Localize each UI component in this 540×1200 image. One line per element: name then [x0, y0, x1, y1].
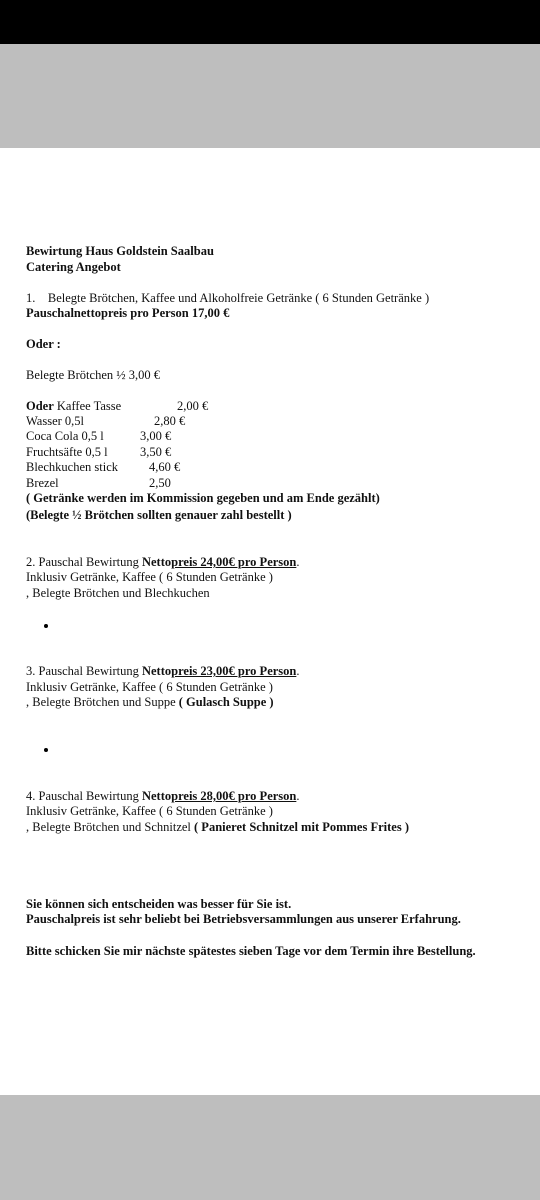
offer-2-price: preis 24,00€ pro Person	[171, 555, 297, 569]
note-rolls: (Belegte ½ Brötchen sollten genauer zahl bestellt )	[26, 508, 292, 522]
offer-2-heading	[26, 555, 299, 570]
item-name: Coca Cola 0,5 l	[26, 429, 104, 443]
offer-3-netto: Netto	[141, 664, 172, 678]
offer-3-lead: 3. Pauschal Bewirtung	[26, 664, 142, 678]
item-name: Wasser 0,5l	[26, 414, 85, 428]
item-price: 3,00 €	[140, 429, 172, 443]
top-gray-band	[0, 44, 540, 148]
roll-price-line: Belegte Brötchen ½ 3,00 €	[26, 368, 160, 382]
doc-subtitle: Catering Angebot	[26, 260, 121, 274]
offer-3-price: preis 23,00€ pro Person	[171, 664, 297, 678]
oder-label: Oder :	[26, 337, 61, 351]
item-price: 3,50 €	[140, 445, 172, 459]
status-bar	[0, 0, 540, 44]
offer-1-text: Belegte Brötchen, Kaffee und Alkoholfreie Getränke ( 6 Stunden Getränke )	[47, 291, 430, 305]
footer-line-1: Sie können sich entscheiden was besser für Sie ist.	[26, 897, 292, 911]
item-row	[26, 399, 121, 414]
item-price: 2,00 €	[177, 399, 209, 413]
offer-1-number: 1.	[26, 291, 36, 305]
offer-1-price: Pauschalnettopreis pro Person 17,00 €	[26, 306, 230, 320]
offer-4-line2: Inklusiv Getränke, Kaffee ( 6 Stunden Getränke )	[26, 804, 273, 818]
item-name: Kaffee Tasse	[53, 399, 122, 413]
item-name: Brezel	[26, 476, 59, 490]
offer-4-netto: Netto	[141, 789, 172, 803]
offer-4-schnitzel: ( Panieret Schnitzel mit Pommes Frites )	[194, 820, 409, 834]
offer-2-lead: 2. Pauschal Bewirtung	[26, 555, 142, 569]
offer-3-heading	[26, 664, 299, 679]
offer-3-soup: ( Gulasch Suppe )	[178, 695, 274, 709]
offer-3-line2: Inklusiv Getränke, Kaffee ( 6 Stunden Getränke )	[26, 680, 273, 694]
item-name: Blechkuchen stick	[26, 460, 118, 474]
oder-inline: Oder	[26, 399, 54, 413]
offer-4-price: preis 28,00€ pro Person	[171, 789, 297, 803]
offer-4-lead: 4. Pauschal Bewirtung	[26, 789, 142, 803]
bullet-dot	[44, 748, 48, 752]
offer-4-dot: .	[296, 789, 300, 803]
item-price: 4,60 €	[149, 460, 181, 474]
offer-3-line3	[26, 695, 274, 710]
offer-4-line3	[26, 820, 409, 835]
doc-title: Bewirtung Haus Goldstein Saalbau	[26, 244, 214, 258]
item-price: 2,80 €	[154, 414, 186, 428]
offer-3-line3-text: , Belegte Brötchen und Suppe	[26, 695, 179, 709]
offer-4-line3-text: , Belegte Brötchen und Schnitzel	[26, 820, 195, 834]
offer-1-description	[26, 291, 429, 306]
bottom-gray-band	[0, 1095, 540, 1200]
offer-4-heading	[26, 789, 299, 804]
item-name: Fruchtsäfte 0,5 l	[26, 445, 108, 459]
note-drinks: ( Getränke werden im Kommission gegeben und am Ende gezählt)	[26, 491, 380, 505]
offer-2-dot: .	[296, 555, 300, 569]
footer-line-2: Pauschalpreis ist sehr beliebt bei Betriebsversammlungen aus unserer Erfahrung.	[26, 912, 461, 926]
offer-3-dot: .	[296, 664, 300, 678]
bullet-dot	[44, 624, 48, 628]
offer-2-line2: Inklusiv Getränke, Kaffee ( 6 Stunden Getränke )	[26, 570, 273, 584]
offer-2-netto: Netto	[141, 555, 172, 569]
offer-2-line3: , Belegte Brötchen und Blechkuchen	[26, 586, 210, 600]
footer-line-3: Bitte schicken Sie mir nächste spätestes sieben Tage vor dem Termin ihre Bestellung.	[26, 944, 476, 958]
item-price: 2,50	[149, 476, 171, 490]
